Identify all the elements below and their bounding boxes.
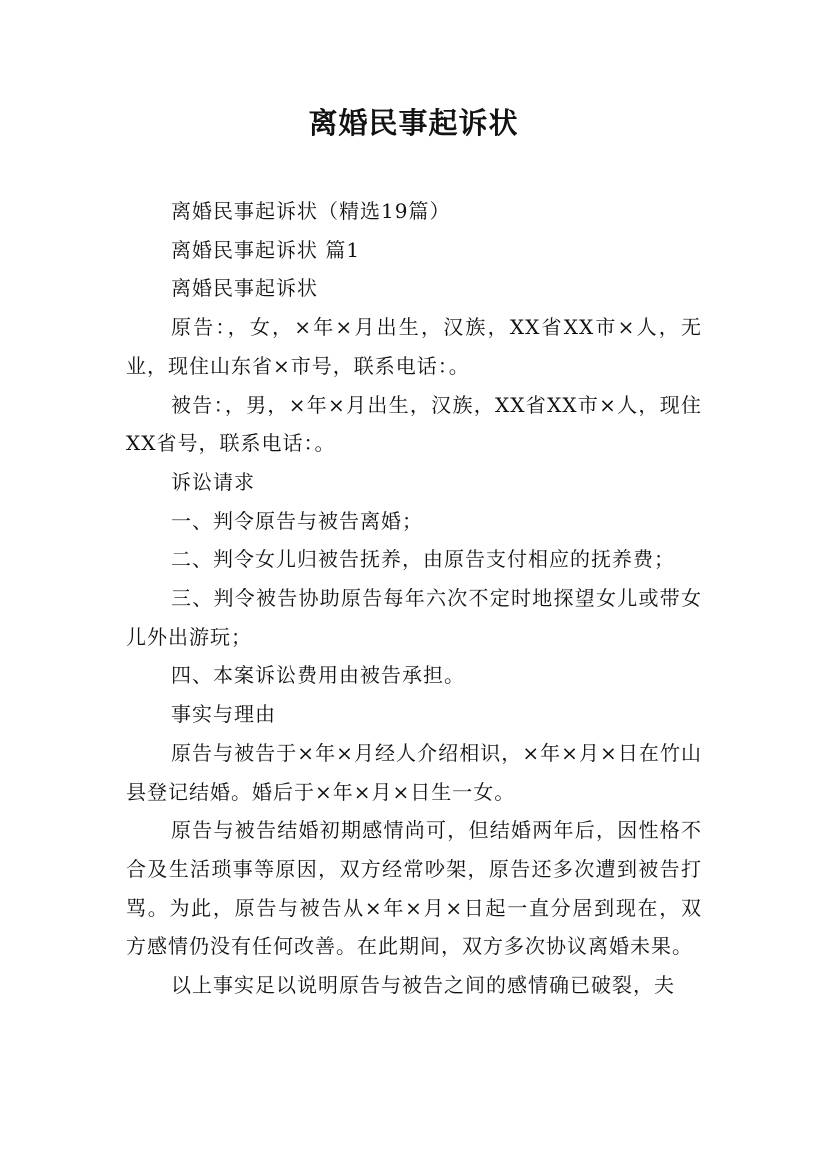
facts-paragraph-1: 原告与被告于×年×月经人介绍相识，×年×月×日在竹山县登记结婚。婚后于×年×月×日生一女。 [126,740,702,804]
complaint-heading: 离婚民事起诉状 [171,276,318,301]
facts-paragraph-3: 以上事实足以说明原告与被告之间的感情确已破裂，夫 [171,973,675,998]
facts-heading: 事实与理由 [171,702,276,727]
document-body [126,192,702,1005]
claim-item-2: 二、判令女儿归被告抚养，由原告支付相应的抚养费； [171,547,675,572]
document-title: 离婚民事起诉状 [308,106,519,140]
claims-heading: 诉讼请求 [171,469,255,494]
claim-item-3: 三、判令被告协助原告每年六次不定时地探望女儿或带女儿外出游玩； [126,586,702,649]
plaintiff-paragraph: 原告：，女，×年×月出生，汉族，XX省XX市×人，无业，现住山东省×市号，联系电话：。 [126,315,702,378]
defendant-paragraph: 被告：，男，×年×月出生，汉族，XX省XX市×人，现住XX省号，联系电话：。 [126,392,702,456]
section-heading-part-1: 离婚民事起诉状 篇1 [171,237,361,262]
claim-item-1: 一、判令原告与被告离婚； [171,508,423,533]
subtitle-paragraph: 离婚民事起诉状（精选19篇） [171,199,451,223]
facts-paragraph-2: 原告与被告结婚初期感情尚可，但结婚两年后，因性格不合及生活琐事等原因，双方经常吵架，原告还多次遭到被告打骂。为此，原告与被告从×年×月×日起一直分居到现在，双方感情仍没有任何改善。在此期间，双方多次协议离婚未果。 [126,818,702,959]
claim-item-4: 四、本案诉讼费用由被告承担。 [171,663,465,688]
